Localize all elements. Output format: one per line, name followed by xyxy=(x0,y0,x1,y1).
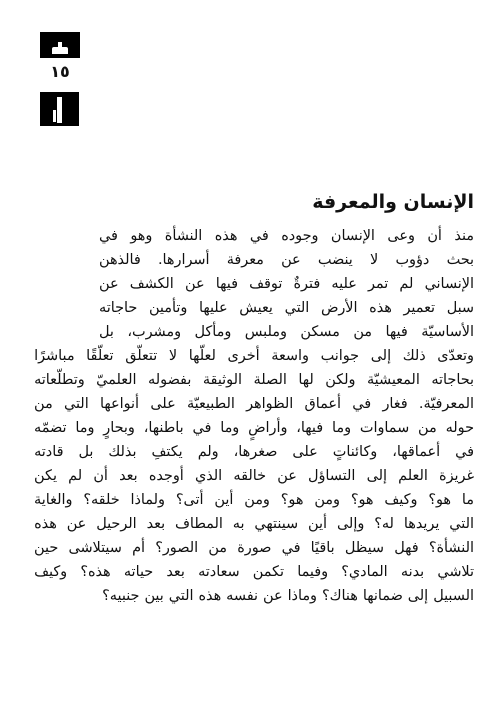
text-line xyxy=(34,512,474,536)
text-line xyxy=(34,488,474,512)
word: وتأمين xyxy=(148,300,188,316)
word: لم xyxy=(68,468,83,484)
word: التي xyxy=(449,516,474,532)
ornament-notch xyxy=(52,47,68,54)
word: الأرض xyxy=(320,300,358,316)
word: على xyxy=(150,396,176,412)
word: بعد xyxy=(119,468,138,484)
word: فيها xyxy=(385,324,408,340)
word: جوانب xyxy=(320,348,360,364)
word: توقف xyxy=(249,276,283,292)
body-text xyxy=(34,224,474,608)
word: بل xyxy=(99,324,114,340)
word: ينضب xyxy=(317,252,353,268)
word: وكيف xyxy=(34,564,68,580)
word: منذ xyxy=(454,228,474,244)
word: وكيف xyxy=(384,492,418,508)
word: المعيشيّة xyxy=(366,372,420,388)
word: وعى xyxy=(387,228,415,244)
word: هذه xyxy=(34,516,57,532)
word: وما xyxy=(75,420,95,436)
word: عن xyxy=(66,516,87,532)
word: عن xyxy=(99,276,119,292)
word: أم xyxy=(132,540,145,556)
text-line xyxy=(99,248,474,272)
word: عن xyxy=(281,252,301,268)
word: سيتلاشى xyxy=(68,540,122,556)
word: من xyxy=(34,396,53,412)
word: خلقه؟ xyxy=(83,492,120,508)
ornament-slit xyxy=(57,97,62,123)
word: أن xyxy=(427,228,442,244)
word: في xyxy=(455,444,474,460)
word: الصور؟ xyxy=(155,540,199,556)
word: واسعة xyxy=(271,348,309,364)
word: أين xyxy=(214,492,234,508)
word: تعمير xyxy=(403,300,436,316)
word: سماوات xyxy=(359,420,410,436)
word: حياته xyxy=(123,564,154,580)
word: لها xyxy=(298,372,314,388)
word: والغاية xyxy=(34,492,73,508)
word: وكائناتٍ xyxy=(332,444,378,460)
page-number: ١٥ xyxy=(50,62,70,81)
word: غريزة xyxy=(439,468,474,484)
word: الطبيعيّة xyxy=(186,396,235,412)
word: التي xyxy=(284,300,310,316)
word: مباشرًا xyxy=(34,348,75,364)
word: هو؟ xyxy=(428,492,452,508)
word: وتطلّعاته xyxy=(34,372,85,388)
word: وفيما xyxy=(297,564,329,580)
word: ولكن xyxy=(325,372,356,388)
word: في xyxy=(249,228,269,244)
word: الكشف xyxy=(129,276,174,292)
ornament-slit-small xyxy=(53,110,56,122)
word: لم xyxy=(399,276,414,292)
word: لا xyxy=(168,348,178,364)
word: تمر xyxy=(367,276,389,292)
text-line xyxy=(34,560,474,584)
text-line xyxy=(34,464,474,488)
word: أنواعها xyxy=(99,396,140,412)
word: فهل xyxy=(394,540,419,556)
word: خالقه xyxy=(233,468,267,484)
word: سعادته xyxy=(198,564,240,580)
word: أخرى xyxy=(227,348,260,364)
word: وإلى xyxy=(336,516,365,532)
word: المادي؟ xyxy=(341,564,388,580)
word: النشأة xyxy=(164,228,203,244)
word: الوثيقة xyxy=(202,372,242,388)
word: في xyxy=(352,396,372,412)
word: أعماقها، xyxy=(392,444,441,460)
word: فغار xyxy=(382,396,408,412)
word: لعلّها xyxy=(188,348,216,364)
word: إلى xyxy=(407,588,429,604)
word: التي xyxy=(63,396,89,412)
text-line xyxy=(99,272,474,296)
word: ضمانها xyxy=(362,588,403,604)
word: على xyxy=(292,444,318,460)
word: الإنساني xyxy=(424,276,474,292)
word: الظواهر xyxy=(246,396,294,412)
word: إلى xyxy=(366,468,387,484)
word: سبل xyxy=(446,300,474,316)
word: وهو xyxy=(130,228,153,244)
word: فيها xyxy=(215,276,238,292)
word: من xyxy=(418,420,437,436)
word: هذه xyxy=(369,300,392,316)
word: يريدها xyxy=(403,516,440,532)
word: تعلّقًا xyxy=(86,348,114,364)
word: فيها، xyxy=(296,420,324,436)
text-line xyxy=(99,296,474,320)
section-heading: الإنسان والمعرفة xyxy=(312,191,474,213)
word: يكتفِ xyxy=(151,444,183,460)
word: ومن xyxy=(244,492,270,508)
word: في xyxy=(99,228,118,244)
word: معرفة xyxy=(226,252,264,268)
word: يكن xyxy=(34,468,57,484)
word: إلى xyxy=(370,348,392,364)
word: وماذا xyxy=(287,588,318,604)
word: صغرها، xyxy=(233,444,278,460)
word: ما xyxy=(461,492,474,508)
word: العلم xyxy=(398,468,428,484)
word: التساؤل xyxy=(308,468,356,484)
word: أسرارها. xyxy=(157,252,210,268)
word: ذلك xyxy=(402,348,426,364)
word: المطاف xyxy=(175,516,223,532)
top-margin-ornament xyxy=(40,32,80,58)
word: ولماذا xyxy=(130,492,165,508)
word: الأساسيّة xyxy=(421,324,474,340)
word: ومشرب، xyxy=(127,324,182,340)
word: بحاجاته xyxy=(431,372,474,388)
word: بعد xyxy=(166,564,185,580)
word: النشأة؟ xyxy=(428,540,474,556)
word: به xyxy=(232,516,245,532)
word: أوجده xyxy=(148,468,184,484)
word: السبيل xyxy=(433,588,474,604)
word: لا xyxy=(370,252,379,268)
word: بعد xyxy=(146,516,166,532)
word: بذلك xyxy=(108,444,137,460)
word: وملبس xyxy=(244,324,287,340)
word: أين xyxy=(308,516,328,532)
word: حين xyxy=(34,540,59,556)
word: قادته xyxy=(34,444,64,460)
text-line xyxy=(99,320,474,344)
word: باقيًا xyxy=(310,540,335,556)
word: في xyxy=(281,540,301,556)
word: سيظل xyxy=(344,540,384,556)
text-line xyxy=(34,584,474,608)
word: صورة xyxy=(237,540,272,556)
word: جنبيه؟ xyxy=(102,588,140,604)
word: مسكن xyxy=(300,324,340,340)
text-line xyxy=(34,344,474,368)
word: من xyxy=(353,324,373,340)
word: عليها xyxy=(198,300,228,316)
word: أتى؟ xyxy=(175,492,204,508)
word: حاجاته xyxy=(99,300,138,316)
word: هذه xyxy=(198,588,222,604)
word: أن xyxy=(93,468,108,484)
word: بفضوله xyxy=(148,372,192,388)
word: عليه xyxy=(331,276,357,292)
word: هو؟ xyxy=(350,492,374,508)
word: الصلة xyxy=(253,372,287,388)
word: الإنسان xyxy=(330,228,375,244)
word: سينتهي xyxy=(254,516,299,532)
word: المعرفيّة. xyxy=(418,396,474,412)
word: العلميّ xyxy=(96,372,137,388)
word: ولم xyxy=(197,444,219,460)
text-line xyxy=(99,224,474,248)
word: ومن xyxy=(314,492,340,508)
word: هو؟ xyxy=(280,492,304,508)
word: هناك؟ xyxy=(322,588,358,604)
word: بين xyxy=(144,588,164,604)
word: أعماق xyxy=(304,396,342,412)
word: وتعدّى xyxy=(437,348,474,364)
bottom-margin-ornament xyxy=(40,92,79,126)
word: له؟ xyxy=(374,516,394,532)
word: وجوده xyxy=(281,228,319,244)
word: في xyxy=(192,420,212,436)
word: عن xyxy=(184,276,205,292)
word: تلاشي xyxy=(437,564,474,580)
word: وأراضٍ xyxy=(248,420,288,436)
word: عن xyxy=(277,468,297,484)
word: دؤوب xyxy=(395,252,430,268)
word: بل xyxy=(78,444,94,460)
word: فترةٌ xyxy=(293,276,321,292)
text-line xyxy=(34,368,474,392)
word: فالذهن xyxy=(99,252,141,268)
word: نفسه xyxy=(226,588,259,604)
word: الذي xyxy=(194,468,223,484)
word: بحث xyxy=(446,252,474,268)
text-line xyxy=(34,416,474,440)
word: الرحيل xyxy=(96,516,137,532)
word: تتعلّق xyxy=(125,348,158,364)
word: تكمن xyxy=(252,564,285,580)
word: التي xyxy=(168,588,194,604)
text-line xyxy=(34,392,474,416)
text-line xyxy=(34,536,474,560)
word: بدنه xyxy=(400,564,425,580)
word: هذه؟ xyxy=(80,564,111,580)
word: وما xyxy=(220,420,240,436)
word: ومأكل xyxy=(194,324,232,340)
word: يعيش xyxy=(239,300,273,316)
word: تضمّه xyxy=(34,420,67,436)
text-line xyxy=(34,440,474,464)
word: وما xyxy=(332,420,352,436)
word: حوله xyxy=(445,420,474,436)
word: باطنها، xyxy=(143,420,184,436)
word: وبحارٍ xyxy=(103,420,135,436)
word: عن xyxy=(263,588,283,604)
word: هذه xyxy=(214,228,238,244)
word: من xyxy=(208,540,227,556)
